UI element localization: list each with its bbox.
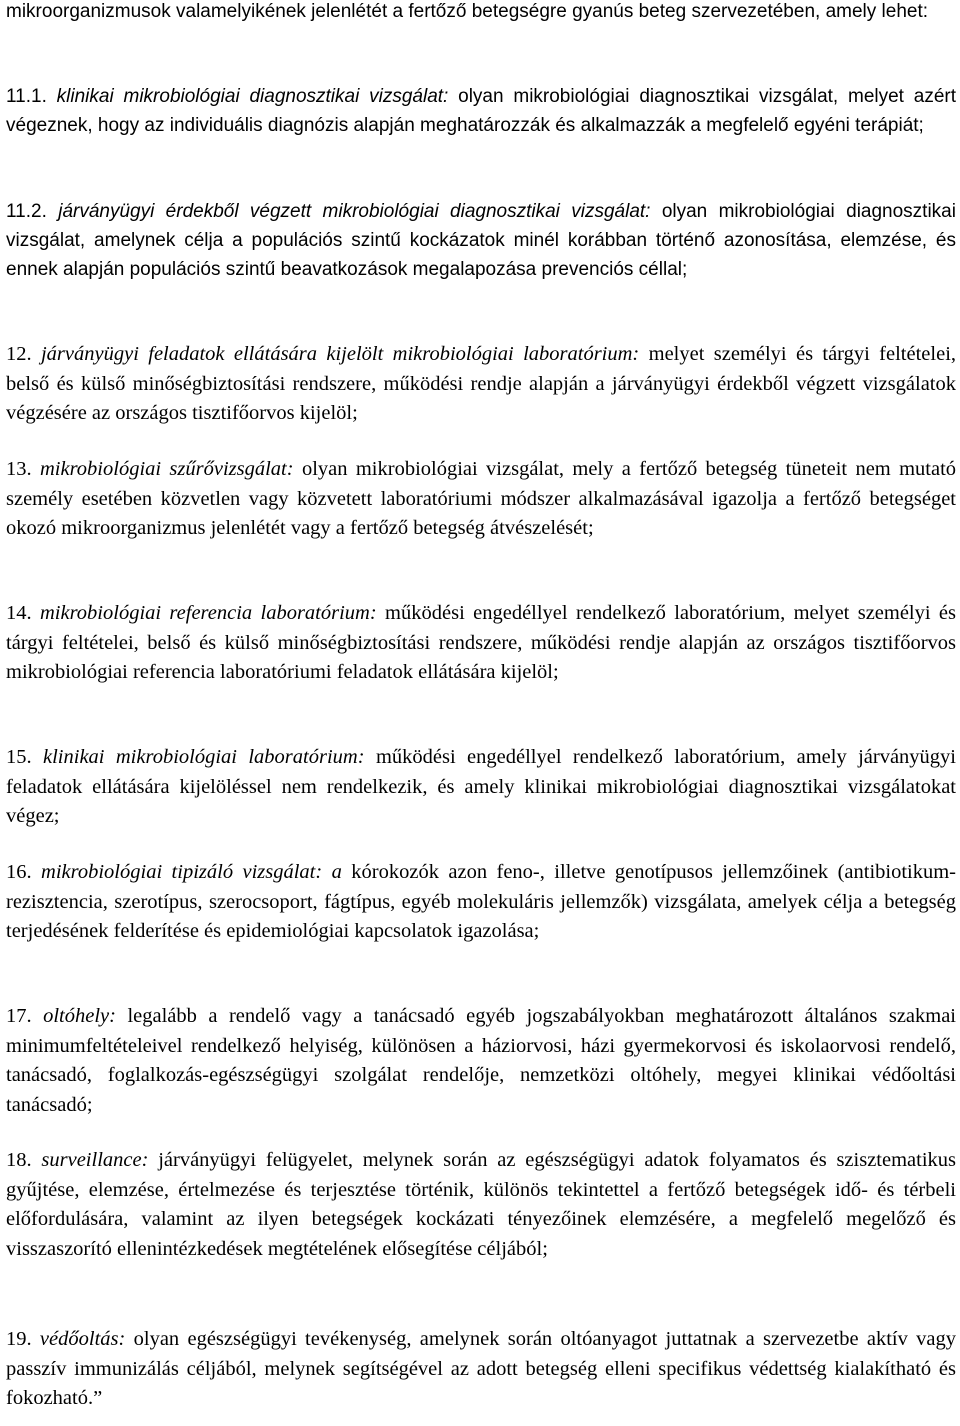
definition-15 xyxy=(6,743,956,832)
intro-text: mikroorganizmusok valamelyikének jelenlétét a fertőző betegségre gyanús beteg szervezetében, amely lehet: xyxy=(6,1,929,22)
definition-text: működési engedéllyel rendelkező laboratórium, melyet személyi és tárgyi feltételei, belső és külső minőségbiztosítási rendszere, működési rendje alapján az országos tisztifőorvos mikrobiológiai referencia laboratóriumi feladatok ellátására kijelöl; xyxy=(6,602,957,684)
definition-text: járványügyi felügyelet, melynek során az egészségügyi adatok folyamatos és szisztematikus gyűjtése, elemzése, értelmezése és terjesztése történik, különös tekintettel a fertőző betegségek idő- és térbeli előfordulására, valamint az ilyen betegségek kockázati tényezőinek elemzésére, a megfelelő megelőző és visszaszorító ellenintézkedések megtételének elősegítése céljából; xyxy=(6,1149,957,1260)
item-number: 15. xyxy=(6,746,32,768)
definition-19 xyxy=(6,1325,956,1414)
definition-13 xyxy=(6,455,956,544)
definition-text: működési engedéllyel rendelkező laboratórium, amely járványügyi feladatok ellátására kijelöléssel nem rendelkezik, és amely klinikai mikrobiológiai diagnosztikai vizsgálatokat végez; xyxy=(6,746,956,828)
defined-term: mikrobiológiai referencia laboratórium: xyxy=(39,602,377,624)
definition-18 xyxy=(6,1146,956,1264)
item-number: 18. xyxy=(6,1149,32,1171)
definition-text: olyan mikrobiológiai diagnosztikai vizsgálat, melyet azért végeznek, hogy az individuális diagnózis alapján meghatározzák és alkalmazzák a megfelelő egyéni terápiát; xyxy=(6,86,957,136)
definition-11-2 xyxy=(6,197,956,284)
item-number: 12. xyxy=(6,343,32,365)
definition-17 xyxy=(6,1002,956,1120)
defined-term: klinikai mikrobiológiai diagnosztikai vizsgálat: xyxy=(56,86,449,107)
defined-term: mikrobiológiai szűrővizsgálat: xyxy=(39,458,294,480)
defined-term: járványügyi érdekből végzett mikrobiológiai diagnosztikai vizsgálat: xyxy=(58,201,651,222)
defined-term: járványügyi feladatok ellátására kijelölt mikrobiológiai laboratórium: xyxy=(40,343,640,365)
definition-text: legalább a rendelő vagy a tanácsadó egyéb jogszabályokban meghatározott általános szakmai minimumfeltételeivel rendelkező helyiség, különösen a háziorvosi, házi gyermekorvosi és iskolaorvosi rendelő, tanácsadó, foglalkozás-egészségügyi szolgálat rendelője, nemzetközi oltóhely, megyei klinikai védőoltási tanácsadó; xyxy=(6,1005,957,1116)
intro-paragraph xyxy=(6,0,928,26)
item-number: 11.2. xyxy=(6,201,47,222)
definition-text: olyan mikrobiológiai vizsgálat, mely a fertőző betegség tüneteit nem mutató személy esetében közvetlen vagy közvetett laboratóriumi módszer alkalmazásával igazolja a fertőző betegséget okozó mikroorganizmus jelenlétét vagy a fertőző betegség átvészelését; xyxy=(6,458,957,540)
defined-term: oltóhely: xyxy=(43,1005,116,1027)
definition-text: olyan mikrobiológiai diagnosztikai vizsgálat, amelynek célja a populációs szintű kockázatok minél korábban történő azonosítása, elemzése, és ennek alapján populációs szintű beavatkozások megalapozása prevenciós céllal; xyxy=(6,201,956,280)
definition-11-1 xyxy=(6,82,956,140)
defined-term: klinikai mikrobiológiai laboratórium: xyxy=(43,746,365,768)
definition-text: kórokozók azon feno-, illetve genotípusos jellemzőinek (antibiotikum-rezisztencia, szerotípus, szerocsoport, fágtípus, egyéb molekuláris jellemzők) vizsgálata, amelyek célja a betegség terjedésének felderítése és epidemiológiai kapcsolatok igazolása; xyxy=(6,861,957,943)
item-number: 16. xyxy=(6,861,32,883)
definition-16 xyxy=(6,858,956,947)
item-number: 14. xyxy=(6,602,32,624)
definition-text: olyan egészségügyi tevékenység, amelynek során oltóanyagot juttatnak a szervezetbe aktív vagy passzív immunizálás céljából, melynek segítségével az adott betegség elleni specifikus védettség kialakítható és fokozható.” xyxy=(6,1328,957,1410)
item-number: 17. xyxy=(6,1005,32,1027)
item-number: 19. xyxy=(6,1328,32,1350)
defined-term: mikrobiológiai tipizáló vizsgálat: a xyxy=(41,861,342,883)
definition-12 xyxy=(6,340,956,429)
defined-term: surveillance: xyxy=(41,1149,149,1171)
defined-term: védőoltás: xyxy=(39,1328,126,1350)
item-number: 11.1. xyxy=(6,86,47,107)
item-number: 13. xyxy=(6,458,32,480)
definition-14 xyxy=(6,599,956,688)
definition-text: melyet személyi és tárgyi feltételei, belső és külső minőségbiztosítási rendszere, működési rendje alapján a járványügyi érdekből végzett vizsgálatok végzésére az országos tisztifőorvos kijelöl; xyxy=(6,343,957,425)
